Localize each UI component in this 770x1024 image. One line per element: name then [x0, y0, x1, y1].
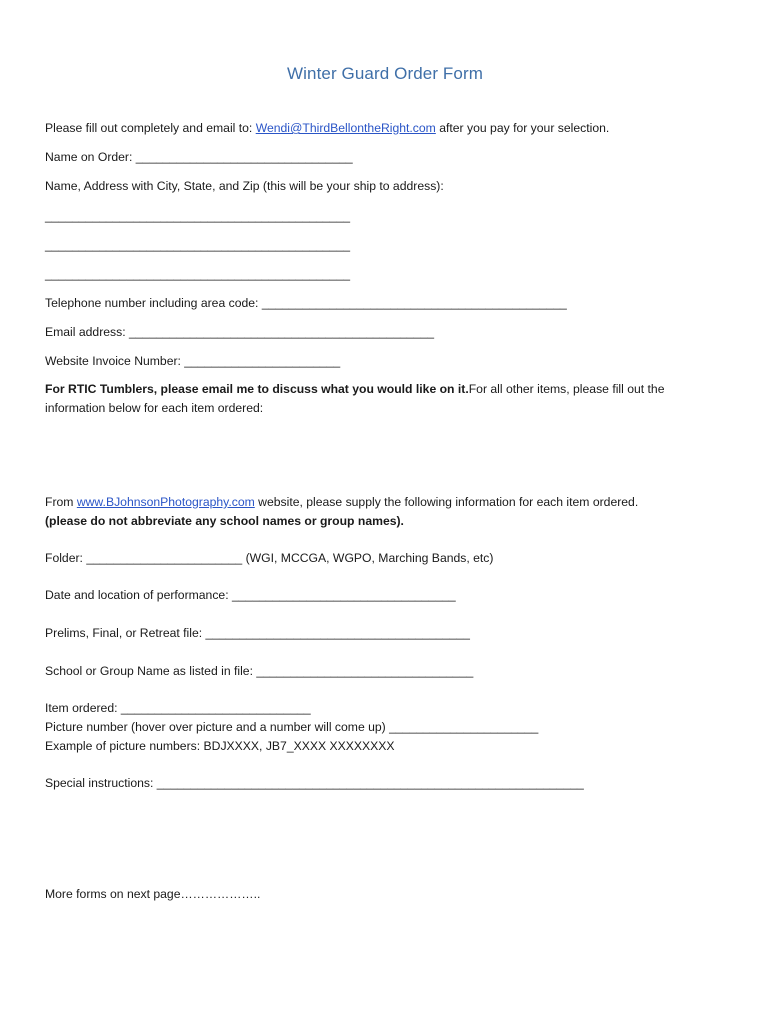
folder-field: Folder: _______________________ (WGI, MCCGA, WGPO, Marching Bands, etc) — [45, 551, 494, 565]
email-address-field: Email address: _____________________________________________ — [45, 325, 435, 339]
no-abbreviate-note: (please do not abbreviate any school names or group names). — [45, 514, 404, 528]
telephone-field: Telephone number including area code: _____________________________________________ — [45, 296, 567, 310]
rtic-rest-text: For all other items, please fill out the information below for each item ordered: — [45, 382, 665, 415]
from-website-line — [45, 494, 638, 510]
special-instructions-field: Special instructions: _______________________________________________________________ — [45, 776, 584, 790]
date-location-field: Date and location of performance: _________________________________ — [45, 588, 456, 602]
rtic-bold-text: For RTIC Tumblers, please email me to discuss what you would like on it. — [45, 382, 469, 396]
intro-text-before: Please fill out completely and email to: — [45, 121, 256, 135]
prelims-final-field: Prelims, Final, or Retreat file: _______________________________________ — [45, 626, 470, 640]
address-blank-line-2: _____________________________________________ — [45, 238, 351, 252]
page-title: Winter Guard Order Form — [287, 64, 483, 83]
email-link[interactable]: Wendi@ThirdBellontheRight.com — [255, 121, 436, 135]
intro-text-after: after you pay for your selection. — [435, 121, 610, 135]
picture-number-example: Example of picture numbers: BDJXXXX, JB7_XXXX XXXXXXXX — [45, 739, 395, 753]
name-on-order-field: Name on Order: ________________________________ — [45, 150, 353, 164]
intro-line — [45, 120, 609, 136]
more-forms-note: More forms on next page……………….. — [45, 887, 261, 901]
item-ordered-field: Item ordered: ____________________________ — [45, 701, 311, 715]
from-text-after: website, please supply the following information for each item ordered. — [254, 495, 639, 509]
address-label: Name, Address with City, State, and Zip (this will be your ship to address): — [45, 179, 444, 193]
school-group-field: School or Group Name as listed in file: ________________________________ — [45, 664, 474, 678]
invoice-number-field: Website Invoice Number: _______________________ — [45, 354, 341, 368]
from-text-before: From — [45, 495, 77, 509]
picture-number-field: Picture number (hover over picture and a number will come up) ______________________ — [45, 720, 539, 734]
website-link[interactable]: www.BJohnsonPhotography.com — [76, 495, 255, 509]
address-blank-line-3: _____________________________________________ — [45, 267, 351, 281]
rtic-paragraph — [45, 380, 685, 418]
address-blank-line-1: _____________________________________________ — [45, 209, 351, 223]
